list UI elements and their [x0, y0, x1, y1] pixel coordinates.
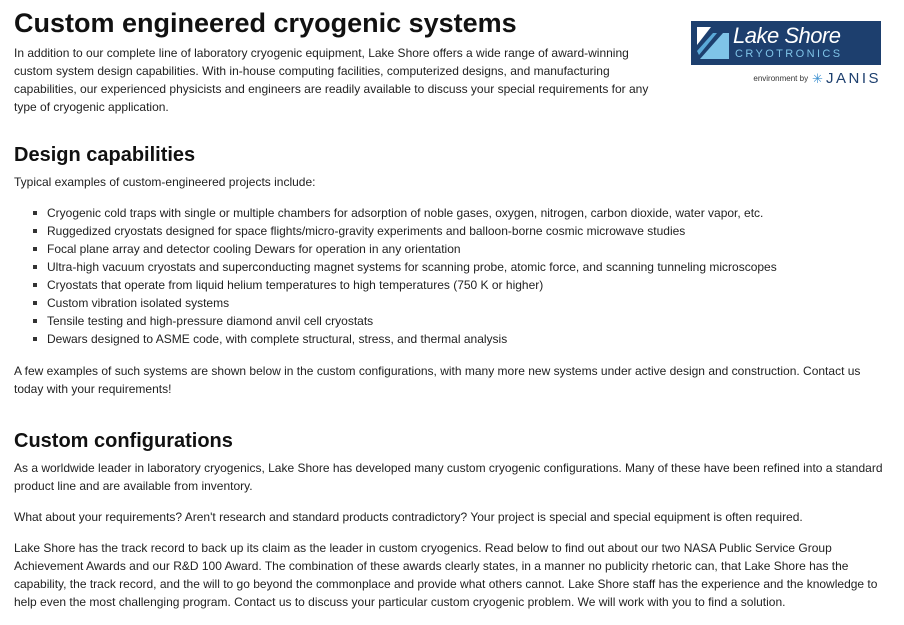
list-item: Ultra-high vacuum cryostats and superconducting magnet systems for scanning probe, atomic force, and scanning tunneling microscopes: [47, 258, 890, 276]
lake-shore-logo[interactable]: [691, 21, 881, 87]
snowflake-icon: ✳: [812, 71, 823, 86]
logo-banner: [691, 21, 881, 65]
list-item: Ruggedized cryostats designed for space flights/micro-gravity experiments and balloon-borne cosmic microwave studies: [47, 222, 890, 240]
janis-brand: JANIS: [825, 70, 881, 87]
logo-name: Lake Shore: [733, 23, 841, 48]
custom-paragraph: As a worldwide leader in laboratory cryogenics, Lake Shore has developed many custom cryogenic configurations. Many of these have been refined into a standard product line and are available from inventory.: [14, 461, 883, 493]
design-outro: A few examples of such systems are shown below in the custom configurations, with many more new systems under active design and construction. Contact us today with your requirements!: [14, 364, 861, 396]
page-title: Custom engineered cryogenic systems: [14, 8, 517, 38]
custom-paragraph: Lake Shore has the track record to back up its claim as the leader in custom cryogenics. Read below to find out about our two NASA Public Service Group Achievement Awards and our R&D 100 Award. The combination of these awards clearly states, in a manner no publicity rhetoric can, that Lake Shore has the capability, the track record, and the will to go beyond the commonplace and provide what others cannot. Lake Shore staff has the experience and the knowledge to help even the most challenging program. Contact us to discuss your particular custom cryogenic problem. We will work with you to find a solution.: [14, 541, 878, 609]
list-item: Custom vibration isolated systems: [47, 294, 890, 312]
list-item: Cryostats that operate from liquid helium temperatures to high temperatures (750 K or higher): [47, 276, 890, 294]
design-lead: Typical examples of custom-engineered projects include:: [14, 175, 316, 189]
environment-label: environment by: [753, 74, 809, 83]
lake-shore-mark-icon: [697, 27, 729, 59]
custom-paragraph: What about your requirements? Aren't research and standard products contradictory? Your project is special and special equipment is often required.: [14, 510, 803, 524]
design-capabilities-heading: Design capabilities: [14, 144, 196, 166]
list-item: Cryogenic cold traps with single or multiple chambers for adsorption of noble gases, oxygen, nitrogen, carbon dioxide, water vapor, etc.: [47, 204, 890, 222]
list-item: Dewars designed to ASME code, with complete structural, stress, and thermal analysis: [47, 330, 890, 348]
logo-subtitle: CRYOTRONICS: [735, 48, 843, 60]
custom-configurations-heading: Custom configurations: [14, 430, 233, 452]
capabilities-list: [14, 204, 890, 348]
list-item: Tensile testing and high-pressure diamond anvil cell cryostats: [47, 312, 890, 330]
page-content: [14, 0, 890, 611]
intro-paragraph: In addition to our complete line of laboratory cryogenic equipment, Lake Shore offers a wide range of award-winning custom system design capabilities. With in-house computing facilities, computerized designs, and manufacturing capabilities, our experienced physicists and engineers are readily available to discuss your special requirements for any type of cryogenic application.: [14, 46, 649, 114]
environment-by-janis: [691, 71, 881, 87]
list-item: Focal plane array and detector cooling Dewars for operation in any orientation: [47, 240, 890, 258]
